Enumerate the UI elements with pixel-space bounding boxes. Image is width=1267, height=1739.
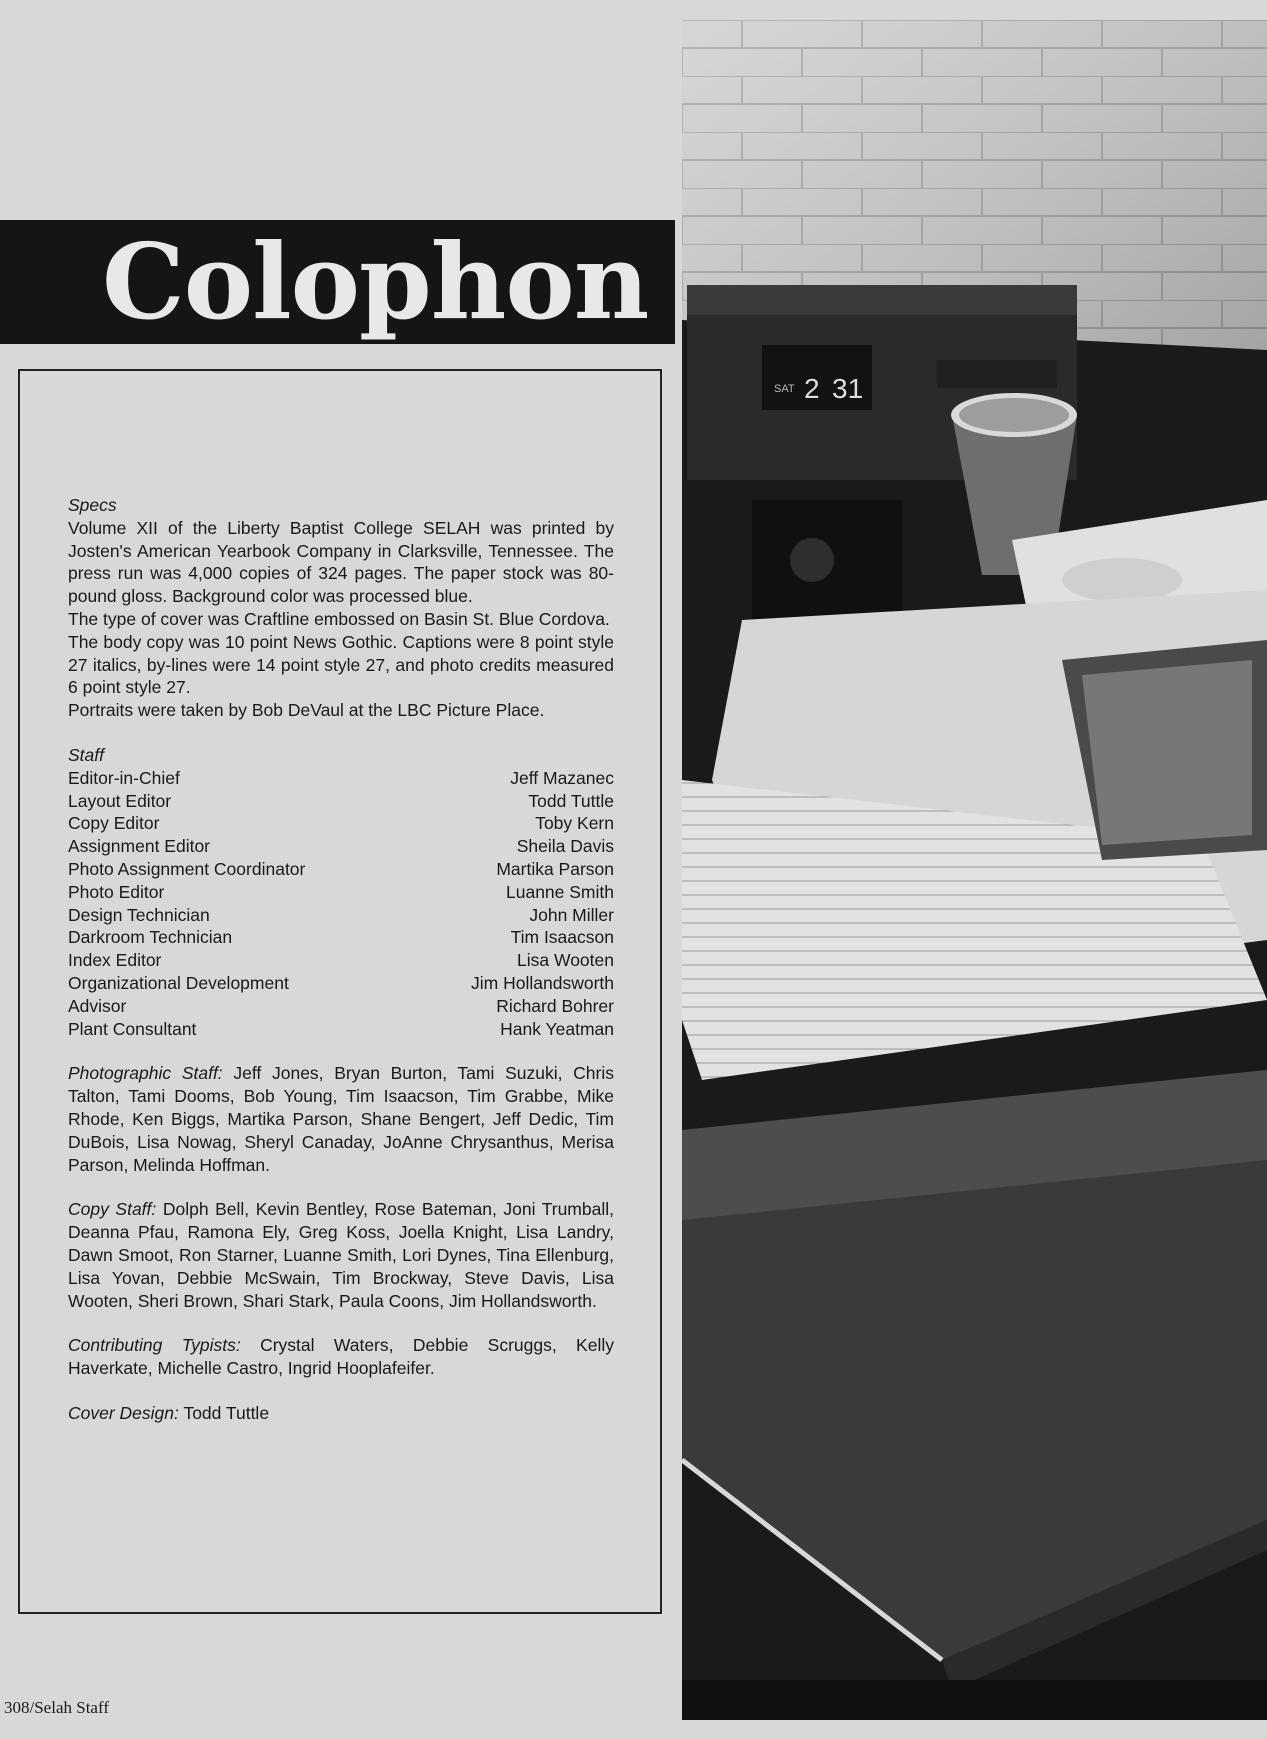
credit-label: Cover Design: <box>68 1402 179 1423</box>
credit-text: Todd Tuttle <box>183 1402 270 1423</box>
clock-day: SAT <box>774 383 795 395</box>
staff-name: Martika Parson <box>496 858 614 879</box>
staff-role: Darkroom Technician <box>68 927 233 948</box>
desk-photo <box>682 20 1267 1720</box>
staff-role: Editor-in-Chief <box>68 767 180 788</box>
staff-role: Design Technician <box>68 904 210 925</box>
credit-text: Dolph Bell, Kevin Bentley, Rose Bateman, Joni Trumball, Deanna Pfau, Ramona Ely, Greg Koss, Joella Knight, Lisa Landry, Dawn Smoot, Ron Starner, Luanne Smith, Lori Dynes, Tina Ellenburg, Lisa Yovan, Debbie McSwain, Tim Brockway, Steve Davis, Lisa Wooten, Sheri Brown, Shari Stark, Paula Coons, Jim Hollandsworth. <box>68 1199 614 1311</box>
staff-row <box>68 949 614 972</box>
desk-photo-illustration <box>682 20 1267 1720</box>
staff-section <box>68 744 614 1040</box>
staff-role: Copy Editor <box>68 813 160 834</box>
staff-name: Hank Yeatman <box>500 1018 614 1039</box>
credit-text: Crystal Waters, Debbie Scruggs, Kelly Haverkate, Michelle Castro, Ingrid Hooplafeifer. <box>68 1335 614 1379</box>
staff-role: Assignment Editor <box>68 836 211 857</box>
staff-row <box>68 881 614 904</box>
page-title: Colophon <box>102 220 649 343</box>
page-folio: 308/Selah Staff <box>4 1698 109 1717</box>
staff-name: Toby Kern <box>535 813 614 834</box>
clock-hour: 2 <box>804 373 820 404</box>
credit-label: Contributing Typists: <box>68 1335 241 1356</box>
staff-name: Jim Hollandsworth <box>471 972 614 993</box>
staff-row <box>68 835 614 858</box>
specs-paragraph: Volume XII of the Liberty Baptist College SELAH was printed by Josten's American Yearbook Company in Clarksville, Tennessee. The press run was 4,000 copies of 324 pages. The paper stock was 80-pound gloss. Background color was processed blue. <box>68 517 614 607</box>
staff-row <box>68 904 614 927</box>
staff-name: John Miller <box>529 904 614 925</box>
credit-contributing-typists <box>68 1334 614 1380</box>
staff-role: Layout Editor <box>68 790 172 811</box>
credit-photographic-staff <box>68 1062 614 1176</box>
credit-text: Jeff Jones, Bryan Burton, Tami Suzuki, Chris Talton, Tami Dooms, Bob Young, Tim Isaacson, Tim Grabbe, Mike Rhode, Ken Biggs, Martika Parson, Shane Bengert, Jeff Dedic, Tim DuBois, Lisa Nowag, Sheryl Canaday, JoAnne Chrysanthus, Merisa Parson, Melinda Hoffman. <box>68 1063 614 1175</box>
staff-role: Photo Editor <box>68 881 165 902</box>
credit-label: Photographic Staff: <box>68 1063 223 1084</box>
staff-name: Sheila Davis <box>516 836 614 857</box>
staff-name: Lisa Wooten <box>517 950 614 971</box>
staff-name: Todd Tuttle <box>528 790 614 811</box>
staff-role: Organizational Development <box>68 972 289 993</box>
clock-minute: 31 <box>832 373 864 404</box>
staff-name: Luanne Smith <box>506 881 614 902</box>
staff-role: Index Editor <box>68 950 162 971</box>
staff-row <box>68 790 614 813</box>
staff-name: Richard Bohrer <box>496 995 614 1016</box>
staff-row <box>68 858 614 881</box>
staff-row <box>68 767 614 790</box>
staff-name: Tim Isaacson <box>510 927 614 948</box>
staff-row <box>68 972 614 995</box>
staff-row <box>68 995 614 1018</box>
staff-row <box>68 812 614 835</box>
title-bar <box>0 220 675 344</box>
specs-paragraph: The type of cover was Craftline embossed on Basin St. Blue Cordova. <box>68 608 610 629</box>
staff-name: Jeff Mazanec <box>510 767 614 788</box>
staff-role: Photo Assignment Coordinator <box>68 858 306 879</box>
specs-paragraph: The body copy was 10 point News Gothic. Captions were 8 point style 27 italics, by-lines were 14 point style 27, and photo credits measured 6 point style 27. <box>68 631 614 698</box>
specs-section <box>68 494 614 722</box>
staff-row <box>68 1018 614 1041</box>
credit-copy-staff <box>68 1198 614 1312</box>
specs-heading: Specs <box>68 495 117 515</box>
credit-cover-design <box>68 1402 614 1425</box>
staff-heading: Staff <box>68 744 104 765</box>
staff-role: Advisor <box>68 995 127 1016</box>
colophon-content <box>68 494 614 1447</box>
staff-row <box>68 926 614 949</box>
specs-paragraph: Portraits were taken by Bob DeVaul at the LBC Picture Place. <box>68 700 545 721</box>
credit-label: Copy Staff: <box>68 1199 157 1220</box>
staff-role: Plant Consultant <box>68 1018 197 1039</box>
